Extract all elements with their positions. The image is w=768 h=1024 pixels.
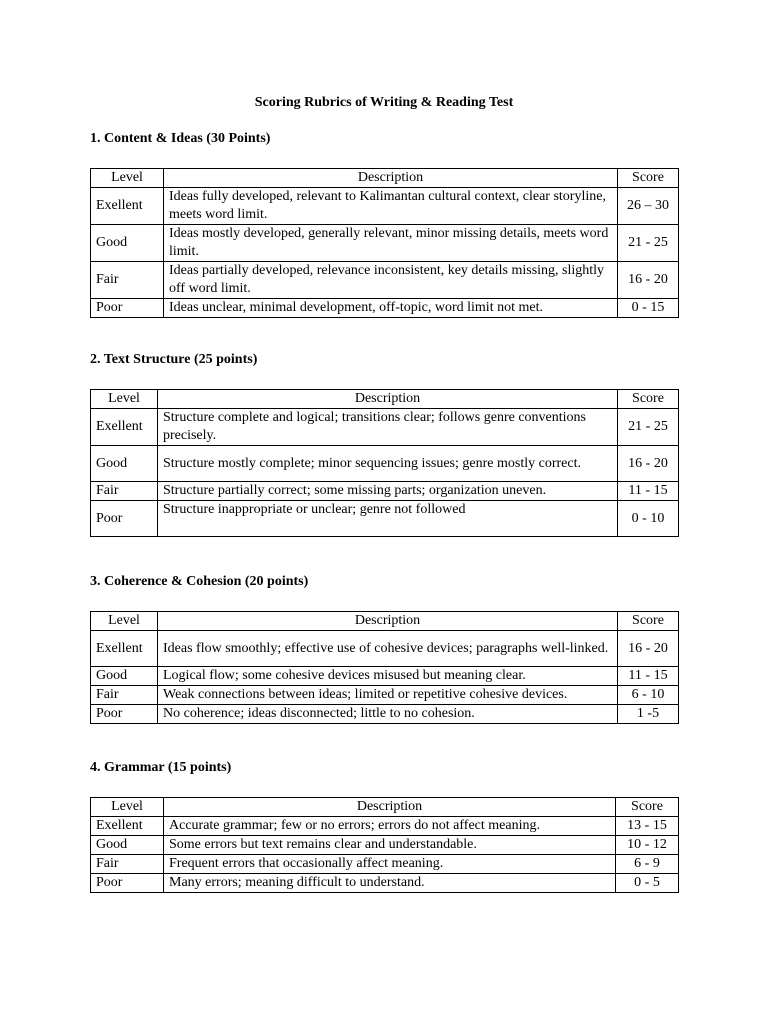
description-cell: Weak connections between ideas; limited or repetitive cohesive devices.: [158, 686, 618, 705]
table-row: [91, 299, 679, 318]
table-row: [91, 446, 679, 482]
level-cell: Exellent: [91, 409, 158, 446]
description-cell: Some errors but text remains clear and understandable.: [164, 836, 616, 855]
description-cell: Structure partially correct; some missing parts; organization uneven.: [158, 482, 618, 501]
score-cell: 13 - 15: [616, 817, 679, 836]
section-heading: 3. Coherence & Cohesion (20 points): [90, 574, 309, 589]
score-cell: 11 - 15: [618, 667, 679, 686]
section-coherence-cohesion: [90, 573, 678, 724]
column-header-level: Level: [91, 169, 164, 188]
section-content-ideas: [90, 130, 678, 318]
description-cell: Ideas partially developed, relevance inconsistent, key details missing, slightly off word limit.: [164, 262, 618, 299]
section-heading: 2. Text Structure (25 points): [90, 352, 258, 367]
rubric-table-grammar: [90, 797, 679, 893]
column-header-description: Description: [158, 612, 618, 631]
description-cell: Logical flow; some cohesive devices misused but meaning clear.: [158, 667, 618, 686]
description-cell: Ideas mostly developed, generally relevant, minor missing details, meets word limit.: [164, 225, 618, 262]
description-cell: Structure inappropriate or unclear; genre not followed: [158, 501, 618, 537]
level-cell: Fair: [91, 482, 158, 501]
column-header-score: Score: [618, 169, 679, 188]
table-header-row: [91, 612, 679, 631]
table-row: [91, 188, 679, 225]
section-text-structure: [90, 351, 678, 537]
score-cell: 6 - 9: [616, 855, 679, 874]
column-header-description: Description: [164, 169, 618, 188]
section-heading: 1. Content & Ideas (30 Points): [90, 131, 271, 146]
table-row: [91, 855, 679, 874]
description-cell: Structure complete and logical; transitions clear; follows genre conventions precisely.: [158, 409, 618, 446]
score-cell: 16 - 20: [618, 262, 679, 299]
column-header-level: Level: [91, 798, 164, 817]
score-cell: 1 -5: [618, 705, 679, 724]
score-cell: 21 - 25: [618, 225, 679, 262]
section-grammar: [90, 759, 678, 893]
table-row: [91, 482, 679, 501]
level-cell: Good: [91, 836, 164, 855]
level-cell: Exellent: [91, 631, 158, 667]
level-cell: Good: [91, 225, 164, 262]
description-cell: Many errors; meaning difficult to understand.: [164, 874, 616, 893]
score-cell: 11 - 15: [618, 482, 679, 501]
table-row: [91, 705, 679, 724]
score-cell: 16 - 20: [618, 631, 679, 667]
table-row: [91, 262, 679, 299]
score-cell: 16 - 20: [618, 446, 679, 482]
description-cell: Frequent errors that occasionally affect meaning.: [164, 855, 616, 874]
rubric-table-content-ideas: [90, 168, 679, 318]
rubric-table-text-structure: [90, 389, 679, 537]
column-header-level: Level: [91, 390, 158, 409]
level-cell: Fair: [91, 855, 164, 874]
score-cell: 0 - 15: [618, 299, 679, 318]
score-cell: 0 - 10: [618, 501, 679, 537]
description-cell: Ideas unclear, minimal development, off-topic, word limit not met.: [164, 299, 618, 318]
table-row: [91, 409, 679, 446]
table-row: [91, 501, 679, 537]
table-header-row: [91, 798, 679, 817]
column-header-score: Score: [618, 612, 679, 631]
table-row: [91, 686, 679, 705]
column-header-score: Score: [618, 390, 679, 409]
score-cell: 0 - 5: [616, 874, 679, 893]
description-cell: Accurate grammar; few or no errors; errors do not affect meaning.: [164, 817, 616, 836]
table-row: [91, 225, 679, 262]
level-cell: Poor: [91, 874, 164, 893]
score-cell: 26 – 30: [618, 188, 679, 225]
table-header-row: [91, 169, 679, 188]
column-header-description: Description: [158, 390, 618, 409]
table-row: [91, 874, 679, 893]
level-cell: Fair: [91, 262, 164, 299]
section-heading: 4. Grammar (15 points): [90, 760, 232, 775]
level-cell: Poor: [91, 299, 164, 318]
level-cell: Poor: [91, 705, 158, 724]
score-cell: 21 - 25: [618, 409, 679, 446]
column-header-level: Level: [91, 612, 158, 631]
table-row: [91, 836, 679, 855]
score-cell: 10 - 12: [616, 836, 679, 855]
level-cell: Exellent: [91, 817, 164, 836]
level-cell: Poor: [91, 501, 158, 537]
table-row: [91, 631, 679, 667]
table-row: [91, 667, 679, 686]
level-cell: Exellent: [91, 188, 164, 225]
description-cell: Structure mostly complete; minor sequencing issues; genre mostly correct.: [158, 446, 618, 482]
level-cell: Good: [91, 446, 158, 482]
score-cell: 6 - 10: [618, 686, 679, 705]
level-cell: Fair: [91, 686, 158, 705]
column-header-description: Description: [164, 798, 616, 817]
description-cell: Ideas flow smoothly; effective use of cohesive devices; paragraphs well-linked.: [158, 631, 618, 667]
column-header-score: Score: [616, 798, 679, 817]
table-row: [91, 817, 679, 836]
page-title: Scoring Rubrics of Writing & Reading Test: [254, 95, 514, 110]
level-cell: Good: [91, 667, 158, 686]
description-cell: Ideas fully developed, relevant to Kalimantan cultural context, clear storyline, meets word limit.: [164, 188, 618, 225]
rubric-table-coherence-cohesion: [90, 611, 679, 724]
table-header-row: [91, 390, 679, 409]
description-cell: No coherence; ideas disconnected; little to no cohesion.: [158, 705, 618, 724]
